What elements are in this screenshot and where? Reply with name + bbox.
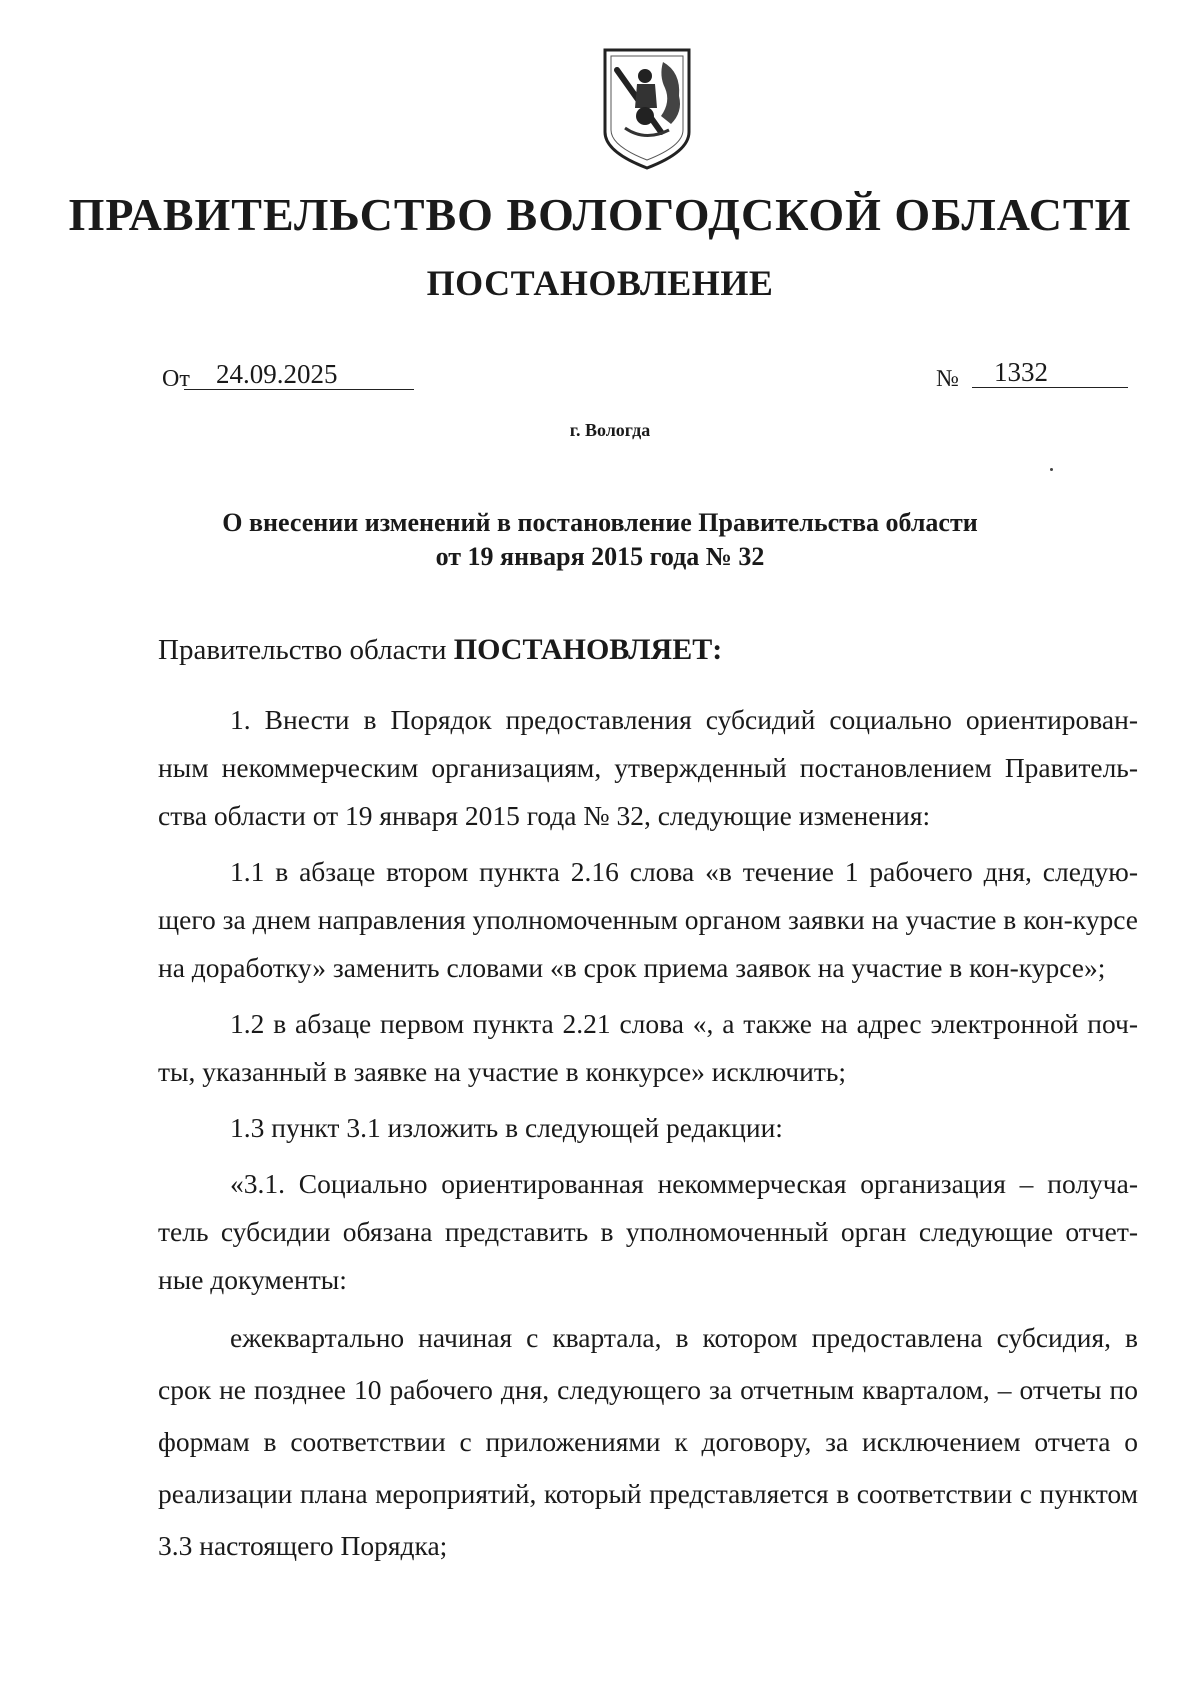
paragraph-1-1: 1.1 в абзаце втором пункта 2.16 слова «в течение 1 рабочего дня, следую-щего за днем направления уполномоченным органом заявки на участие в кон-курсе на доработку» заменить словами «в срок приема заявок на участие в кон-курсе»; (158, 856, 1138, 983)
government-title: ПРАВИТЕЛЬСТВО ВОЛОГОДСКОЙ ОБЛАСТИ (68, 189, 1132, 240)
document-body (158, 630, 1138, 1580)
date-label: От (162, 366, 190, 392)
coat-of-arms-icon (601, 46, 693, 172)
document-date: 24.09.2025 (184, 358, 414, 390)
paragraph-1-3: 1.3 пункт 3.1 изложить в следующей редакции: (230, 1112, 783, 1143)
resolution-intro (158, 630, 1138, 670)
paragraph-1-2: 1.2 в абзаце первом пункта 2.21 слова «, а также на адрес электронной поч-ты, указанный в заявке на участие в конкурсе» исключить; (158, 1008, 1138, 1087)
paragraph-3-1: «3.1. Социально ориентированная некоммерческая организация – получа-тель субсидии обязана представить в уполномоченный орган следующие отчет-ные документы: (158, 1168, 1138, 1295)
subject-line-1: О внесении изменений в постановление Правительства области (222, 508, 978, 537)
intro-text: Правительство области (158, 634, 447, 666)
document-type: ПОСТАНОВЛЕНИЕ (426, 263, 774, 303)
paragraph-quarterly: ежеквартально начиная с квартала, в котором предоставлена субсидия, в срок не позднее 10 рабочего дня, следующего за отчетным кварталом, – отчеты по формам в соответствии с приложениями к договору, за исключением отчета о реализации плана мероприятий, который представляется в соответствии с пунктом 3.3 настоящего Порядка; (158, 1322, 1138, 1561)
document-subject (150, 506, 1050, 574)
paragraph-1: 1. Внести в Порядок предоставления субсидий социально ориентирован-ным некоммерческим организациям, утвержденный постановлением Правитель-ства области от 19 января 2015 года № 32, следующие изменения: (158, 704, 1138, 831)
city-name: г. Вологда (569, 420, 651, 440)
number-label: № (936, 366, 959, 392)
document-number: 1332 (972, 356, 1128, 388)
intro-resolves: ПОСТАНОВЛЯЕТ: (453, 633, 723, 666)
scan-artifact (1050, 468, 1053, 471)
subject-line-2: от 19 января 2015 года № 32 (435, 542, 765, 571)
